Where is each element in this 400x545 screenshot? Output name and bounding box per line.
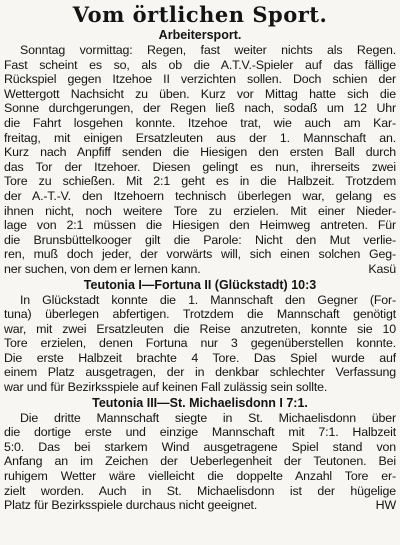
text-line: war, mit zwei Ersatzleuten die Reise anzutreten, konnte sie 10 <box>4 321 396 336</box>
text-line: freitag, mit einigen Ersatzleuten aus der 1. Mannschaft an. <box>4 130 396 145</box>
article-teutonia-fortuna <box>4 293 396 395</box>
section-heading-teutonia-michaelisdonn: Teutonia III—St. Michaelisdonn I 7:1. <box>92 395 308 410</box>
text-line: die dortige erste und einzige Mannschaft mit 7:1. Halbzeit <box>4 425 396 440</box>
text-line: Rückspiel gegen Itzehoe II verzichten sollen. Doch schien der <box>4 72 396 87</box>
text-line: die Brunsbüttelkooger gilt die Parole: Nicht den Mut verlie- <box>4 232 396 247</box>
text-line: ruhigem Wetter wäre vielleicht die doppelte Anzahl Tore er- <box>4 469 396 484</box>
text-line: zielt worden. Auch in St. Michaelisdonn ist der hügelige <box>4 483 396 498</box>
text-line: lage von 2:1 müssen die Hiesigen den Heimweg antreten. Für <box>4 218 396 233</box>
article-arbeitersport <box>4 43 396 277</box>
text-line: Tore erzielen, denen Fortuna nur 3 gegenüberstellen konnte. <box>4 336 396 351</box>
text-line: einem Platz ausgetragen, der in denkbar schlechter Verfassung <box>4 365 396 380</box>
text-line: die Fahrt losgehen konnte. Itzehoe trat, wie auch am Kar- <box>4 115 396 130</box>
text-line: 5:0. Das bei starkem Wind ausgetragene Spiel stand von <box>4 439 396 454</box>
text-line: der A.-T.-V. den Itzehoern technisch überlegen war, gelang es <box>4 188 396 203</box>
text-line: Fast scheint es so, als ob die A.T.V.-Spieler auf das fällige <box>4 57 396 72</box>
text-line: ihnen nicht, noch weitere Tore zu erzielen. Mit einer Nieder- <box>4 203 396 218</box>
section-heading-teutonia-fortuna: Teutonia I—Fortuna II (Glückstadt) 10:3 <box>83 277 317 292</box>
author-signature: HW <box>375 498 396 513</box>
text-line: das Tor der Itzehoer. Diesen gelingt es nun, ihrerseits zwei <box>4 159 396 174</box>
text-line: Tore zu schießen. Mit 2:1 geht es in die Halbzeit. Trotzdem <box>4 174 396 189</box>
text-line-with-signature <box>4 498 396 513</box>
text-line: ren, muß doch jeder, der vorwärts will, sich einen solchen Geg- <box>4 247 396 262</box>
text-line-with-signature <box>4 262 396 277</box>
text-line: war und für Bezirksspiele auf keinen Fall zulässig sein sollte. <box>4 380 328 395</box>
text-line: Platz für Bezirksspiele durchaus nicht geeignet. <box>4 498 258 513</box>
text-line: Sonne durchgerungen, der Regen ließ nach, sodaß um 12 Uhr <box>4 101 396 116</box>
text-line: Die dritte Mannschaft siegte in St. Michaelisdonn über <box>20 410 396 425</box>
text-line: Sonntag vormittag: Regen, fast weiter nichts als Regen. <box>20 43 396 57</box>
text-line: Die erste Halbzeit brachte 4 Tore. Das Spiel wurde auf <box>4 350 396 365</box>
text-line: Wettergott Nachsicht zu üben. Kurz vor Mittag hatte sich die <box>4 86 396 101</box>
author-signature: Kasü <box>368 261 396 276</box>
section-heading-arbeitersport: Arbeitersport. <box>158 28 242 42</box>
page-title: Vom örtlichen Sport. <box>72 2 328 27</box>
article-teutonia-michaelisdonn <box>4 411 396 513</box>
text-line: Anfang an im Zeichen der Ueberlegenheit der Teutonen. Bei <box>4 454 396 469</box>
text-line: Kurz nach Anpfiff senden die Hiesigen den ersten Ball durch <box>4 145 396 160</box>
text-line: ner suchen, von dem er lernen kann. <box>4 261 201 276</box>
text-line: In Glückstadt konnte die 1. Mannschaft den Gegner (For- <box>20 292 396 307</box>
text-line: tuna) überlegen abfertigen. Trotzdem die Mannschaft genötigt <box>4 307 396 322</box>
